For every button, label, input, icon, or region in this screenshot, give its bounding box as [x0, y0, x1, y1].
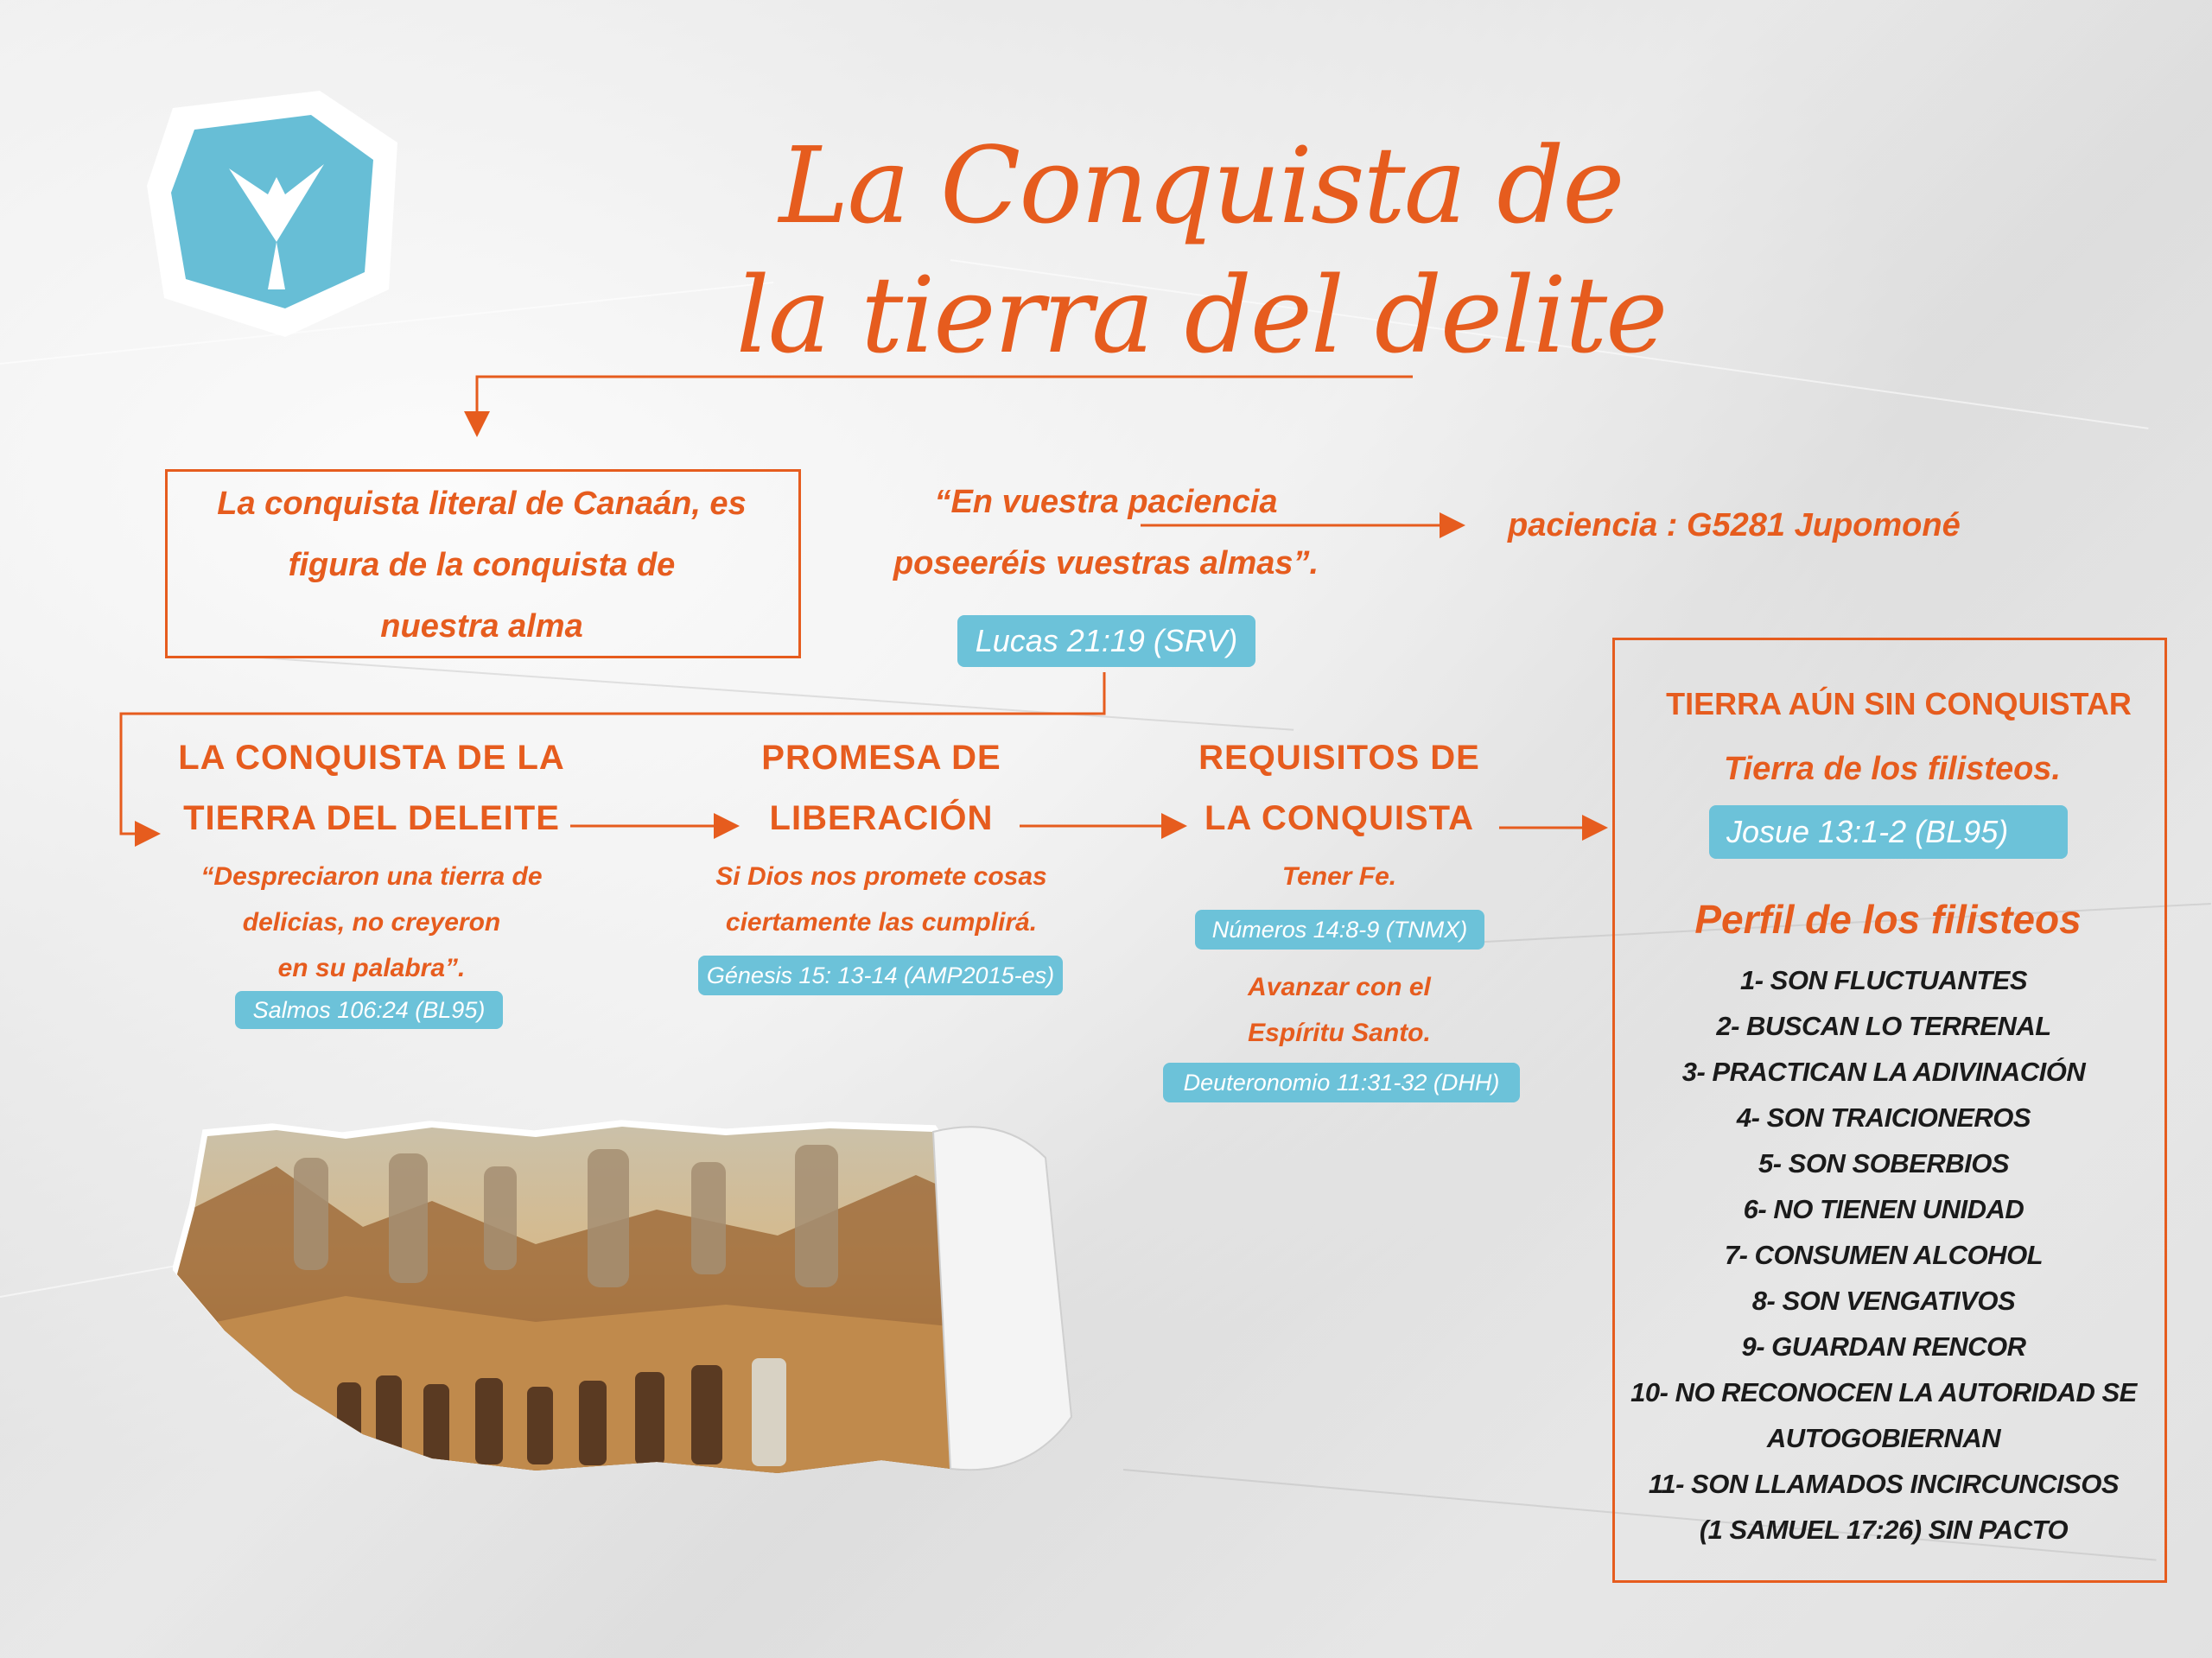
quote-reference[interactable]: Lucas 21:19 (SRV) — [957, 615, 1255, 667]
title-line-2: la tierra del delite — [735, 254, 1667, 377]
profile-list — [1616, 957, 2152, 1553]
step1-text-line-3: en su palabra”. — [277, 954, 466, 982]
step1-heading-line-1: LA CONQUISTA DE LA — [178, 739, 565, 777]
step1-heading-line-2: TIERRA DEL DELEITE — [183, 799, 560, 837]
step2-text-line-2: ciertamente las cumplirá. — [725, 908, 1038, 937]
list-item: 3- PRACTICAN LA ADIVINACIÓN — [1681, 1057, 2086, 1087]
panel-heading: TIERRA AÚN SIN CONQUISTAR — [1666, 686, 2132, 721]
step2-text — [683, 854, 1080, 945]
step3-text-2 — [1149, 964, 1529, 1056]
step2-heading-line-2: LIBERACIÓN — [769, 799, 994, 837]
list-item: 2- BUSCAN LO TERRENAL — [1716, 1011, 2051, 1041]
step3-heading-line-1: REQUISITOS DE — [1198, 739, 1480, 777]
step3-heading — [1149, 727, 1529, 848]
intro-line-3: nuestra alma — [380, 608, 583, 645]
step1-text — [147, 854, 596, 991]
step1-text-line-2: delicias, no creyeron — [242, 908, 501, 937]
quote-text — [830, 472, 1382, 594]
quote-line-1: “En vuestra paciencia — [934, 484, 1278, 520]
list-item: 1- SON FLUCTUANTES — [1740, 965, 2027, 995]
list-item: 4- SON TRAICIONEROS — [1736, 1102, 2031, 1133]
step2-text-line-1: Si Dios nos promete cosas — [715, 862, 1047, 891]
panel-subheading: Tierra de los filisteos. — [1723, 751, 2061, 787]
list-item: 10- NO RECONOCEN LA AUTORIDAD SE — [1630, 1377, 2137, 1407]
paciencia-definition: paciencia : G5281 Jupomoné — [1508, 507, 1961, 543]
step3-text-2-line-1: Avanzar con el — [1248, 973, 1431, 1001]
step3-text-1: Tener Fe. — [1281, 862, 1397, 891]
step3-reference-1[interactable]: Números 14:8-9 (TNMX) — [1195, 910, 1484, 950]
desert-illustration — [173, 1106, 1166, 1495]
step3-text-2-line-2: Espíritu Santo. — [1248, 1019, 1431, 1047]
title-line-1: La Conquista de — [779, 124, 1624, 247]
step1-reference[interactable]: Salmos 106:24 (BL95) — [235, 991, 503, 1029]
step2-heading — [683, 727, 1080, 848]
quote-line-2: poseeréis vuestras almas”. — [893, 545, 1319, 581]
intro-text — [168, 473, 795, 657]
list-item: 9- GUARDAN RENCOR — [1741, 1331, 2026, 1362]
intro-line-2: figura de la conquista de — [288, 547, 676, 583]
list-item: AUTOGOBIERNAN — [1766, 1423, 2001, 1453]
step2-reference[interactable]: Génesis 15: 13-14 (AMP2015-es) — [698, 956, 1063, 995]
step3-reference-2[interactable]: Deuteronomio 11:31-32 (DHH) — [1163, 1063, 1520, 1102]
profile-title: Perfil de los filisteos — [1694, 897, 2082, 942]
list-item: 7- CONSUMEN ALCOHOL — [1724, 1240, 2044, 1270]
list-item: (1 SAMUEL 17:26) SIN PACTO — [1699, 1515, 2069, 1545]
list-item: 8- SON VENGATIVOS — [1751, 1286, 2016, 1316]
list-item: 5- SON SOBERBIOS — [1758, 1148, 2009, 1178]
list-item: 11- SON LLAMADOS INCIRCUNCISOS — [1648, 1469, 2120, 1499]
step3-heading-line-2: LA CONQUISTA — [1205, 799, 1474, 837]
list-item: 6- NO TIENEN UNIDAD — [1743, 1194, 2024, 1224]
panel-reference[interactable]: Josue 13:1-2 (BL95) — [1709, 805, 2068, 859]
step2-heading-line-1: PROMESA DE — [761, 739, 1001, 777]
step1-heading — [130, 727, 613, 848]
step1-text-line-1: “Despreciaron una tierra de — [200, 862, 543, 891]
intro-line-1: La conquista literal de Canaán, es — [217, 486, 747, 522]
